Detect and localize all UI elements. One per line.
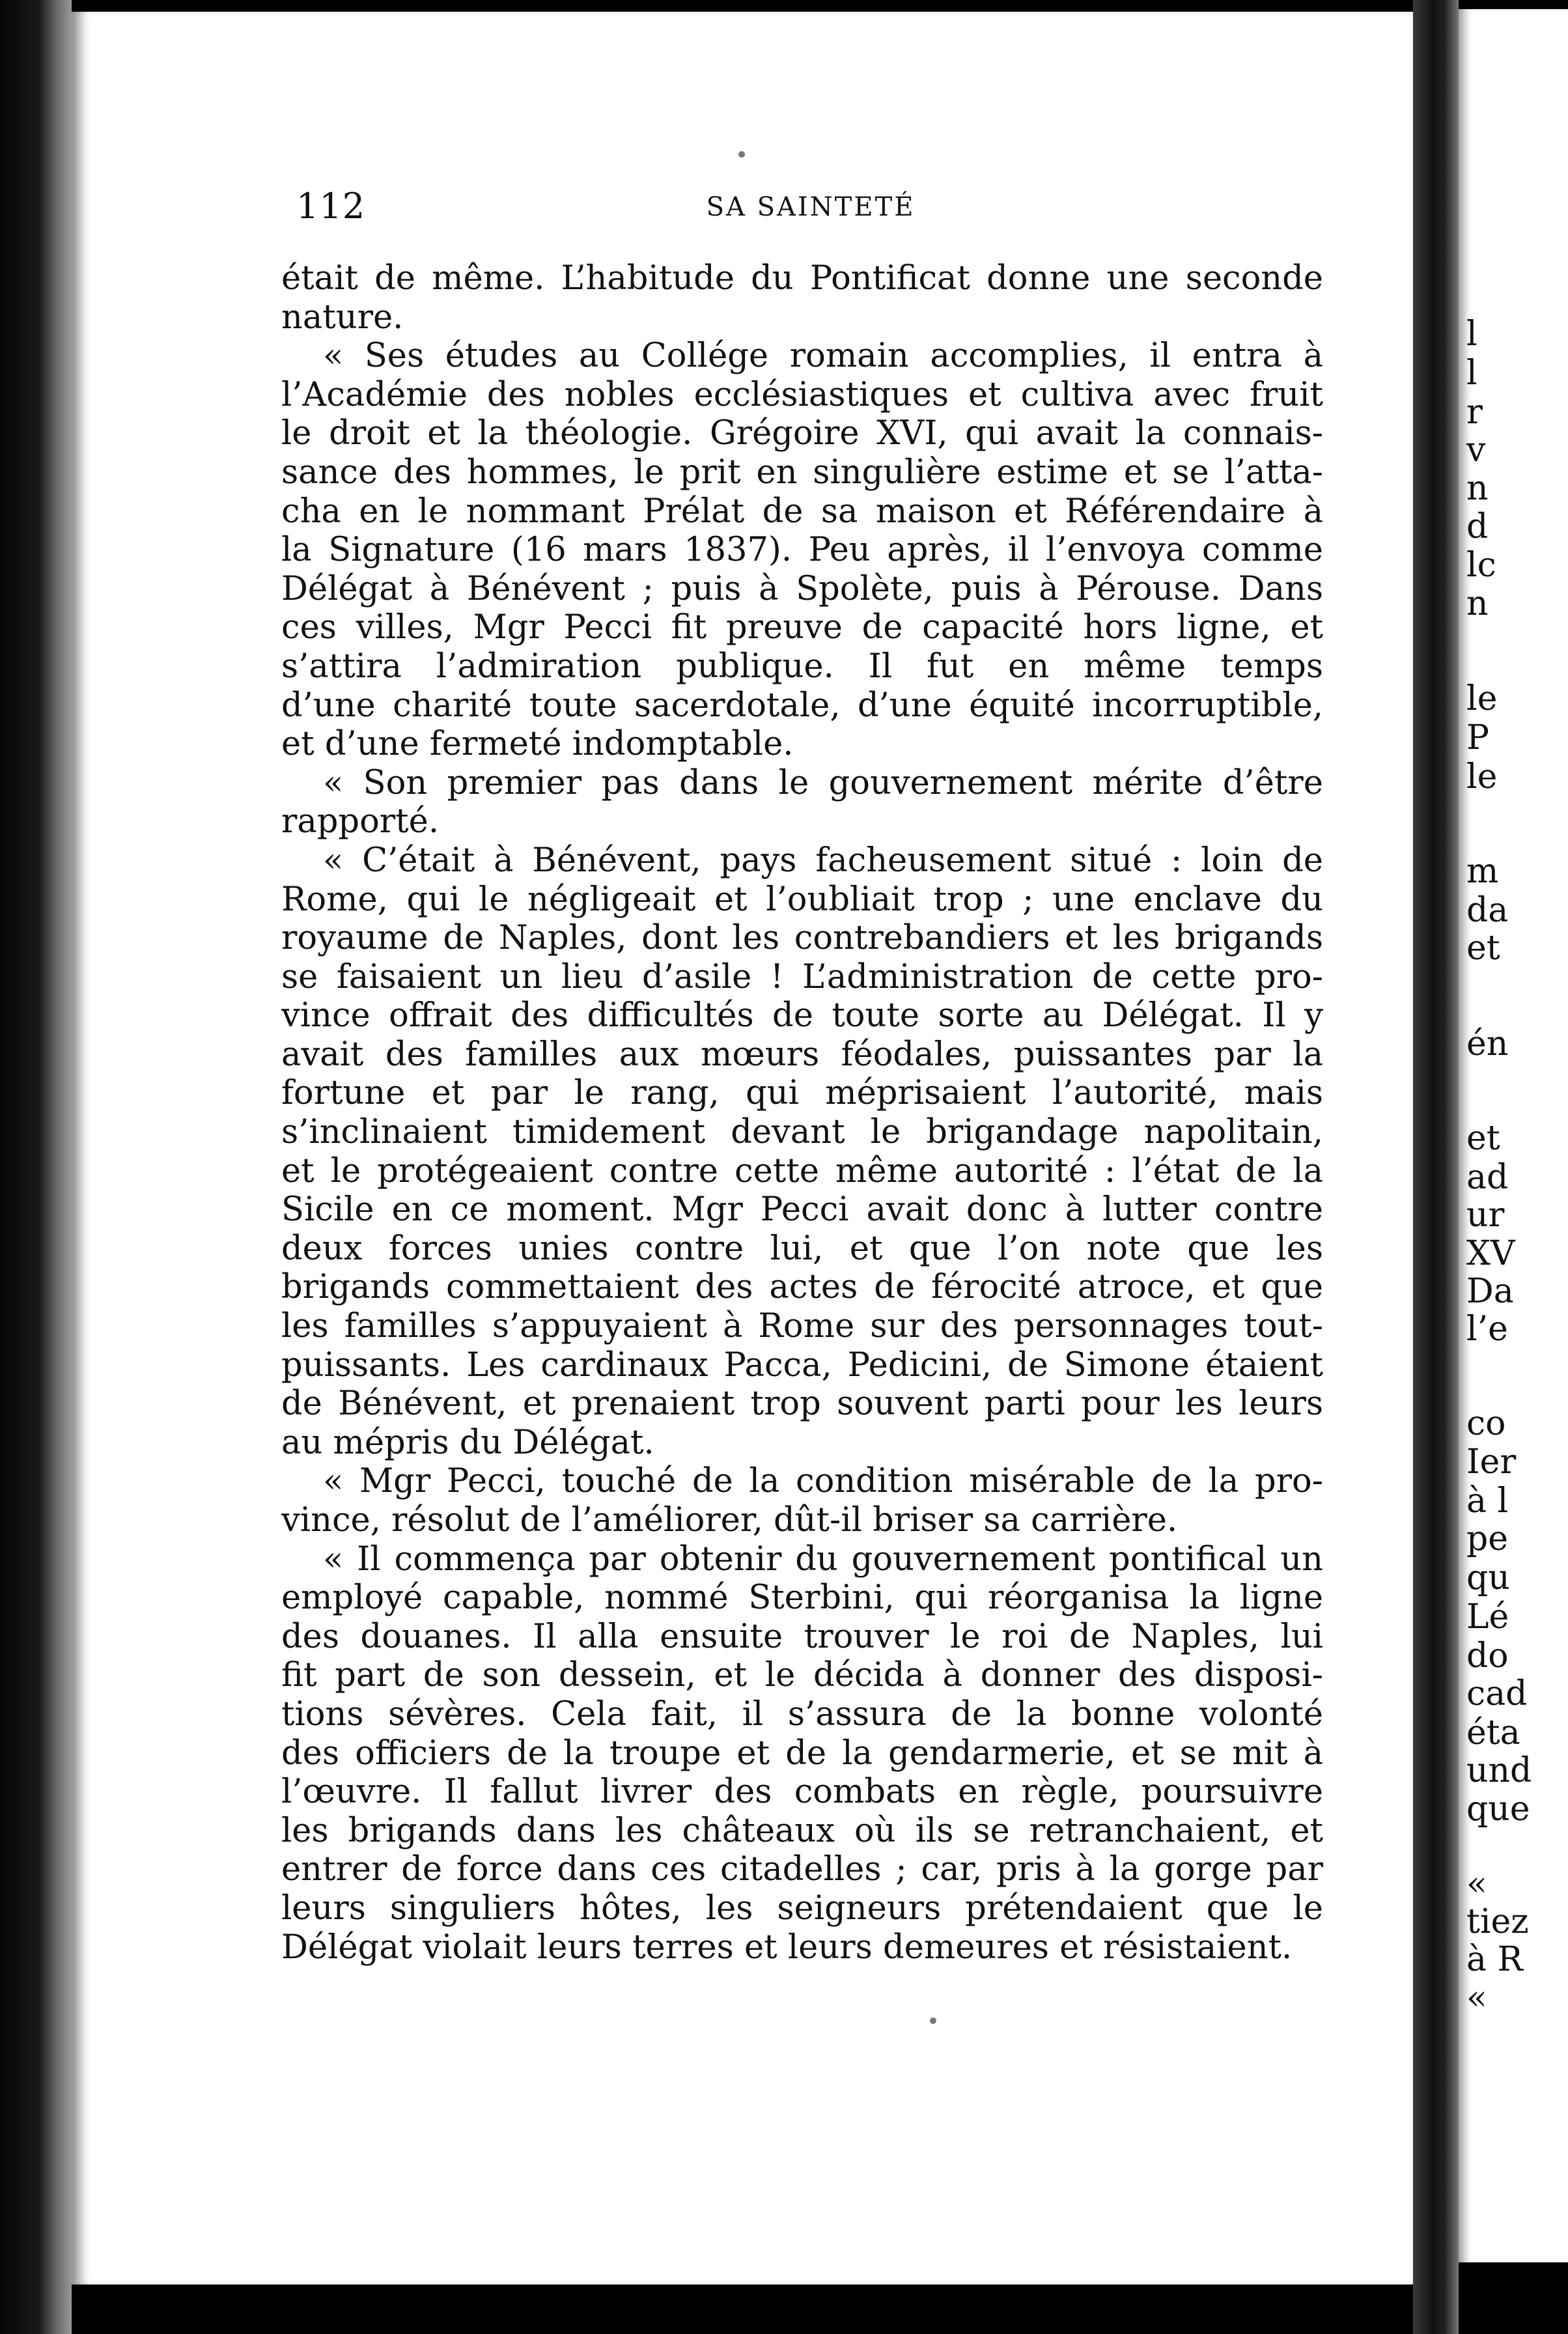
facing-page-fragment: ur bbox=[1466, 1196, 1505, 1235]
facing-page-fragment: P bbox=[1466, 718, 1489, 757]
facing-page-fragment: n bbox=[1466, 469, 1489, 508]
print-speck bbox=[738, 151, 745, 158]
page-header bbox=[296, 186, 1325, 231]
text-line: deux forces unies contre lui, et que l’on note que les bbox=[281, 1229, 1323, 1268]
text-line: fit part de son dessein, et le décida à donner des disposi- bbox=[281, 1656, 1323, 1695]
text-line: des douanes. Il alla ensuite trouver le roi de Naples, lui bbox=[281, 1617, 1323, 1656]
facing-page-fragment: lc bbox=[1466, 546, 1496, 585]
running-title: SA SAINTETÉ bbox=[706, 192, 916, 222]
facing-page-fragment: Da bbox=[1466, 1272, 1514, 1311]
text-line: Délégat à Bénévent ; puis à Spolète, puis à Pérouse. Dans bbox=[281, 569, 1323, 608]
text-line: et le protégeaient contre cette même autorité : l’état de la bbox=[281, 1151, 1323, 1190]
facing-page-fragment: tiez bbox=[1466, 1902, 1529, 1941]
text-line: le droit et la théologie. Grégoire XVI, qui avait la connais- bbox=[281, 414, 1323, 453]
print-speck bbox=[930, 2018, 936, 2024]
text-line: l’Académie des nobles ecclésiastiques et cultiva avec fruit bbox=[281, 375, 1323, 414]
text-line: brigands commettaient des actes de férocité atroce, et que bbox=[281, 1268, 1323, 1307]
text-line: Sicile en ce moment. Mgr Pecci avait donc à lutter contre bbox=[281, 1190, 1323, 1230]
facing-page-fragment: do bbox=[1466, 1637, 1509, 1676]
facing-page-fragment: l’e bbox=[1466, 1310, 1508, 1349]
facing-page-fragment: qu bbox=[1466, 1558, 1510, 1597]
facing-page-fragment: n bbox=[1466, 584, 1489, 623]
page-number: 112 bbox=[296, 186, 366, 227]
text-line: « Ses études au Collége romain accomplies, il entra à bbox=[323, 337, 1323, 376]
facing-page-fragment: cad bbox=[1466, 1674, 1528, 1713]
text-line: rapporté. bbox=[281, 802, 440, 841]
facing-page-fragment: én bbox=[1466, 1024, 1509, 1063]
facing-page-fragment: da bbox=[1466, 891, 1509, 930]
facing-page-fragment: que bbox=[1466, 1790, 1530, 1829]
facing-page-fragment: co bbox=[1466, 1404, 1506, 1443]
text-line: tions sévères. Cela fait, il s’assura de la bonne volonté bbox=[281, 1694, 1323, 1734]
text-line: cha en le nommant Prélat de sa maison et Référendaire à bbox=[281, 492, 1323, 531]
facing-page-fragment: d bbox=[1466, 507, 1489, 546]
text-line: « C’était à Bénévent, pays facheusement situé : loin de bbox=[323, 841, 1323, 880]
text-line: Rome, qui le négligeait et l’oubliait trop ; une enclave du bbox=[281, 880, 1323, 919]
text-line: ces villes, Mgr Pecci fit preuve de capacité hors ligne, et bbox=[281, 608, 1323, 647]
facing-page-fragment: und bbox=[1466, 1751, 1532, 1790]
facing-page-fragment: XV bbox=[1466, 1234, 1515, 1273]
text-line: au mépris du Délégat. bbox=[281, 1423, 654, 1462]
text-line: la Signature (16 mars 1837). Peu après, il l’envoya comme bbox=[281, 531, 1323, 570]
text-line: l’œuvre. Il fallut livrer des combats en règle, poursuivre bbox=[281, 1773, 1323, 1812]
facing-page-fragment: et bbox=[1466, 1119, 1500, 1158]
book-gutter bbox=[1413, 0, 1459, 2334]
text-line: puissants. Les cardinaux Pacca, Pedicini, de Simone étaient bbox=[281, 1345, 1323, 1385]
facing-page-fragment: « bbox=[1466, 1864, 1487, 1904]
text-line: s’attira l’admiration publique. Il fut en même temps bbox=[281, 647, 1323, 686]
text-line: vince, résolut de l’améliorer, dût-il briser sa carrière. bbox=[281, 1501, 1178, 1540]
text-line: les brigands dans les châteaux où ils se retranchaient, et bbox=[281, 1811, 1323, 1850]
text-line: se faisaient un lieu d’asile ! L’administration de cette pro- bbox=[281, 957, 1323, 996]
facing-page-fragment: le bbox=[1466, 679, 1498, 718]
text-line: nature. bbox=[281, 298, 404, 337]
facing-page-fragment: le bbox=[1466, 757, 1498, 796]
facing-page-fragment: ad bbox=[1466, 1158, 1509, 1197]
facing-page-fragment: et bbox=[1466, 929, 1500, 968]
text-line: Délégat violait leurs terres et leurs demeures et résistaient. bbox=[281, 1928, 1293, 1967]
facing-page-fragment: Lé bbox=[1466, 1597, 1509, 1637]
text-line: vince offrait des difficultés de toute sorte au Délégat. Il y bbox=[281, 996, 1323, 1035]
text-line: s’inclinaient timidement devant le brigandage napolitain, bbox=[281, 1113, 1323, 1152]
text-line: « Il commença par obtenir du gouvernement pontifical un bbox=[323, 1540, 1323, 1579]
facing-page-fragment: v bbox=[1466, 430, 1486, 470]
text-line: d’une charité toute sacerdotale, d’une équité incorruptible, bbox=[281, 686, 1323, 725]
facing-page-fragment: l bbox=[1466, 315, 1477, 354]
text-line: des officiers de la troupe et de la gendarmerie, et se mit à bbox=[281, 1734, 1323, 1773]
facing-page-fragment: à R bbox=[1466, 1940, 1523, 1979]
text-line: employé capable, nommé Sterbini, qui réorganisa la ligne bbox=[281, 1579, 1323, 1618]
facing-page-fragment: r bbox=[1466, 393, 1483, 432]
text-line: royaume de Naples, dont les contrebandiers et les brigands bbox=[281, 919, 1323, 958]
facing-page-fragment: Ier bbox=[1466, 1442, 1517, 1482]
text-line: fortune et par le rang, qui méprisaient l’autorité, mais bbox=[281, 1074, 1323, 1113]
text-line: leurs singuliers hôtes, les seigneurs prétendaient que le bbox=[281, 1889, 1323, 1928]
text-line: était de même. L’habitude du Pontificat donne une seconde bbox=[281, 259, 1323, 298]
text-line: « Son premier pas dans le gouvernement mérite d’être bbox=[323, 763, 1323, 802]
facing-page-fragment: « bbox=[1466, 1978, 1487, 2018]
facing-page-fragment: l bbox=[1466, 354, 1477, 393]
text-line: sance des hommes, le prit en singulière estime et se l’atta- bbox=[281, 453, 1323, 492]
text-line: entrer de force dans ces citadelles ; car, pris à la gorge par bbox=[281, 1850, 1323, 1889]
text-line: et d’une fermeté indomptable. bbox=[281, 725, 794, 764]
facing-page-fragment: m bbox=[1466, 852, 1499, 891]
facing-page-fragment: pe bbox=[1466, 1519, 1509, 1558]
text-line: de Bénévent, et prenaient trop souvent parti pour les leurs bbox=[281, 1385, 1323, 1424]
book-spine-left bbox=[0, 0, 72, 2334]
text-line: avait des familles aux mœurs féodales, puissantes par la bbox=[281, 1035, 1323, 1074]
text-line: « Mgr Pecci, touché de la condition misérable de la pro- bbox=[323, 1462, 1323, 1501]
body-text bbox=[281, 259, 1323, 1967]
facing-page-edge bbox=[1459, 9, 1568, 2262]
facing-page-fragment: à l bbox=[1466, 1482, 1509, 1521]
text-line: les familles s’appuyaient à Rome sur des personnages tout- bbox=[281, 1307, 1323, 1346]
facing-page-fragment: éta bbox=[1466, 1713, 1520, 1752]
